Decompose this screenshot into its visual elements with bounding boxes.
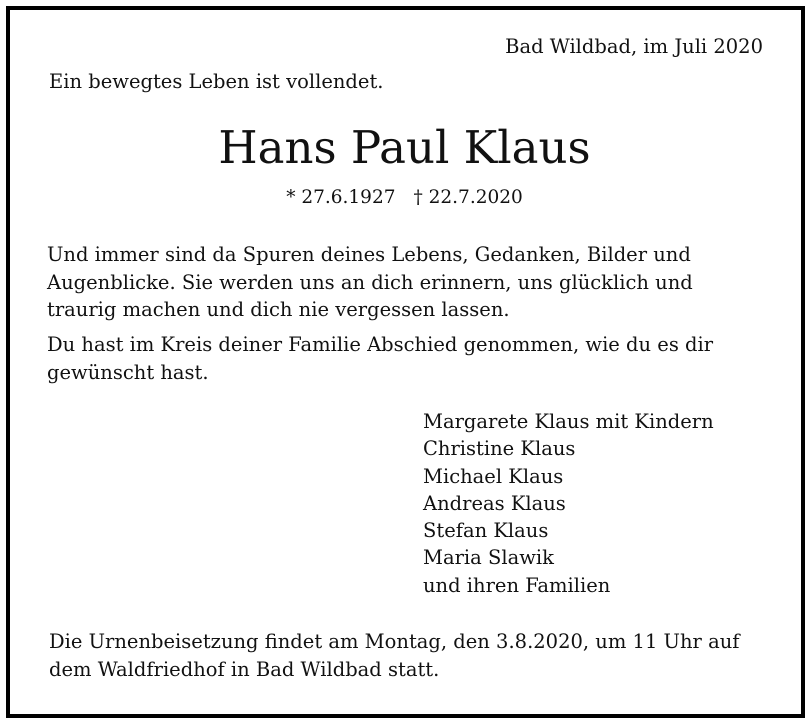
mourner-item: Andreas Klaus bbox=[423, 491, 566, 515]
mourner-item: Christine Klaus bbox=[423, 437, 576, 461]
mourner-item: Stefan Klaus bbox=[423, 519, 549, 543]
deceased-name: Hans Paul Klaus bbox=[218, 121, 591, 174]
memorial-paragraph: Und immer sind da Spuren deines Lebens, Gedanken, Bilder und Augenblicke. Sie werden uns an dich erinnern, uns glücklich und traurig machen und dich nie vergessen lassen. bbox=[47, 243, 693, 321]
intro-line: Ein bewegtes Leben ist vollendet. bbox=[49, 70, 384, 93]
mourner-item: und ihren Familien bbox=[423, 573, 611, 597]
farewell-paragraph: Du hast im Kreis deiner Familie Abschied genommen, wie du es dir gewünscht hast. bbox=[47, 333, 714, 384]
mourner-item: Maria Slawik bbox=[423, 546, 554, 570]
place-date-line: Bad Wildbad, im Juli 2020 bbox=[505, 35, 763, 58]
mourner-item: Margarete Klaus mit Kindern bbox=[423, 410, 714, 433]
life-dates bbox=[0, 186, 809, 210]
burial-info: Die Urnenbeisetzung findet am Montag, den 3.8.2020, um 11 Uhr auf dem Waldfriedhof in Bad Wildbad statt. bbox=[49, 630, 740, 681]
birth-date: * 27.6.1927 bbox=[286, 187, 396, 208]
death-date: † 22.7.2020 bbox=[413, 187, 523, 208]
mourner-item: Michael Klaus bbox=[423, 464, 564, 488]
mourners-list bbox=[423, 408, 714, 599]
